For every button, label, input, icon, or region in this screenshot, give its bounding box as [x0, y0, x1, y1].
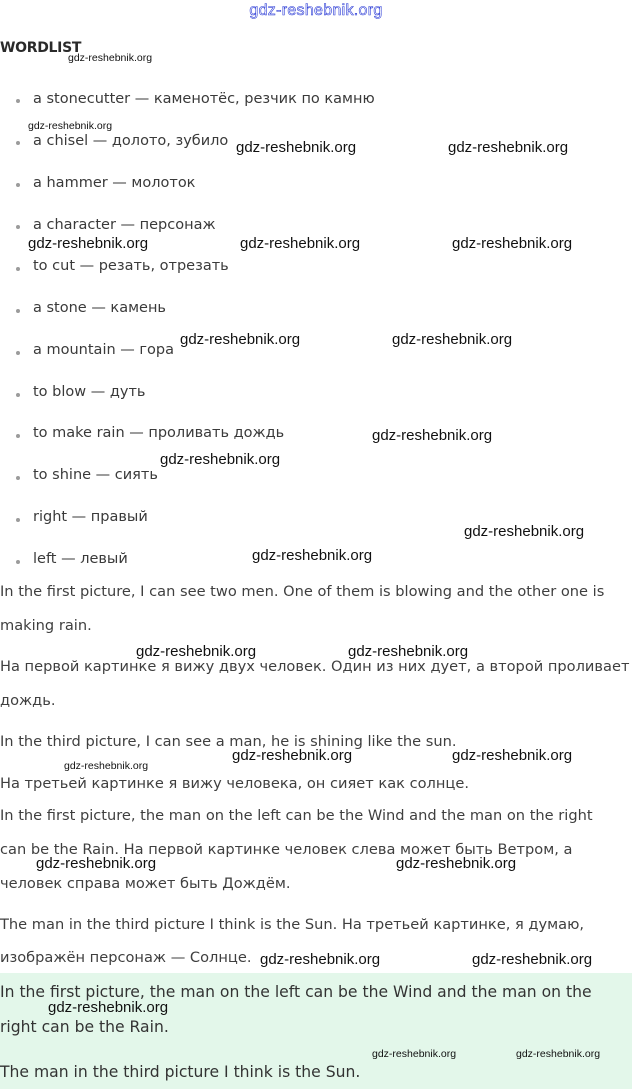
answer-line: right can be the Rain. [0, 1018, 169, 1036]
watermark: gdz-reshebnik.org [36, 855, 157, 872]
watermark: gdz-reshebnik.org [232, 747, 353, 764]
bullet-icon [16, 560, 20, 564]
watermark: gdz-reshebnik.org [68, 52, 153, 64]
watermark: gdz-reshebnik.org [160, 451, 281, 468]
answer-line: In the first picture, the man on the left can be the Wind and the man on the [0, 983, 592, 1001]
watermark: gdz-reshebnik.org [28, 120, 113, 132]
bullet-icon [16, 309, 20, 313]
watermark: gdz-reshebnik.org [452, 235, 573, 252]
bullet-icon [16, 351, 20, 355]
list-item: to blow — дуть [33, 384, 146, 400]
bullet-icon [16, 141, 20, 145]
bullet-icon [16, 267, 20, 271]
watermark: gdz-reshebnik.org [64, 760, 149, 772]
paragraph-line: In the first picture, the man on the left can be the Wind and the man on the right [0, 807, 593, 824]
watermark: gdz-reshebnik.org [392, 331, 513, 348]
paragraph-line: дождь. [0, 692, 56, 709]
answer-line: The man in the third picture I think is the Sun. [0, 1063, 361, 1081]
list-item: to make rain — проливать дождь [33, 425, 285, 441]
bullet-icon [16, 393, 20, 397]
bullet-icon [16, 476, 20, 480]
watermark: gdz-reshebnik.org [28, 235, 149, 252]
watermark: gdz-reshebnik.org [448, 139, 569, 156]
list-item: a mountain — гора [33, 342, 174, 358]
list-item: a character — персонаж [33, 217, 216, 233]
paragraph-line: In the first picture, I can see two men. One of them is blowing and the other one is [0, 583, 605, 600]
watermark: gdz-reshebnik.org [136, 643, 257, 660]
list-item: a chisel — долото, зубило [33, 133, 229, 149]
paragraph-line: На третьей картинке я вижу человека, он сияет как солнце. [0, 775, 469, 792]
list-item: left — левый [33, 551, 128, 567]
watermark: gdz-reshebnik.org [372, 1048, 457, 1060]
watermark: gdz-reshebnik.org [472, 951, 593, 968]
list-item: to shine — сиять [33, 467, 158, 483]
watermark: gdz-reshebnik.org [236, 139, 357, 156]
watermark: gdz-reshebnik.org [396, 855, 517, 872]
watermark: gdz-reshebnik.org [516, 1048, 601, 1060]
watermark: gdz-reshebnik.org [372, 427, 493, 444]
watermark: gdz-reshebnik.org [240, 235, 361, 252]
list-item: right — правый [33, 509, 148, 525]
list-item: a hammer — молоток [33, 175, 196, 191]
paragraph-line: человек справа может быть Дождём. [0, 875, 291, 892]
paragraph-line: На первой картинке я вижу двух человек. Один из них дует, а второй проливает [0, 658, 630, 675]
paragraph-line: The man in the third picture I think is the Sun. На третьей картинке, я думаю, [0, 916, 585, 933]
wordlist-title: WORDLIST [0, 40, 82, 56]
list-item: a stonecutter — каменотёс, резчик по камню [33, 91, 375, 107]
bullet-icon [16, 183, 20, 187]
watermark: gdz-reshebnik.org [464, 523, 585, 540]
paragraph-line: In the third picture, I can see a man, he is shining like the sun. [0, 733, 457, 750]
watermark: gdz-reshebnik.org [180, 331, 301, 348]
paragraph-line: can be the Rain. На первой картинке человек слева может быть Ветром, а [0, 841, 573, 858]
watermark: gdz-reshebnik.org [260, 951, 381, 968]
watermark: gdz-reshebnik.org [452, 747, 573, 764]
list-item: to cut — резать, отрезать [33, 258, 229, 274]
bullet-icon [16, 518, 20, 522]
bullet-icon [16, 434, 20, 438]
list-item: a stone — камень [33, 300, 166, 316]
bullet-icon [16, 99, 20, 103]
site-header-link[interactable]: gdz-reshebnik.org [249, 2, 383, 19]
paragraph-line: making rain. [0, 617, 92, 634]
bullet-icon [16, 225, 20, 229]
paragraph-line: изображён персонаж — Солнце. [0, 949, 252, 966]
watermark: gdz-reshebnik.org [348, 643, 469, 660]
watermark: gdz-reshebnik.org [252, 547, 373, 564]
watermark: gdz-reshebnik.org [48, 999, 169, 1016]
